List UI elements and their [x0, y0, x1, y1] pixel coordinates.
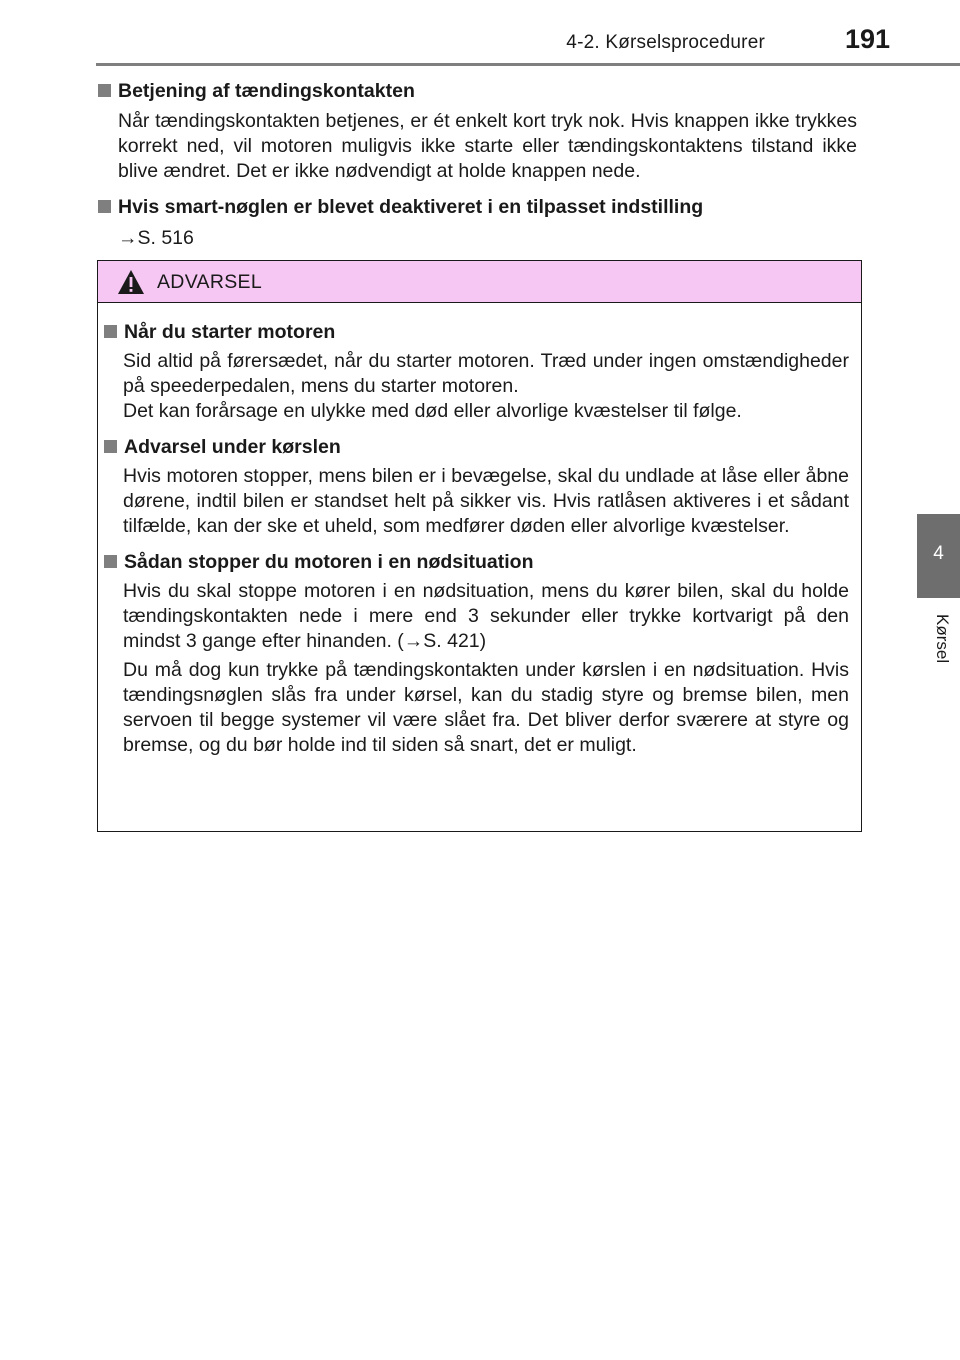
warning-item-text: Det kan forårsage en ulykke med død eller alvorlige kvæstelser til følge.	[123, 400, 742, 422]
square-bullet-icon	[98, 200, 111, 213]
warning-item-text: Sid altid på førersædet, når du starter motoren. Træd under ingen omstændigheder på speederpedalen, mens du starter motoren.	[123, 350, 849, 397]
main-content	[97, 78, 857, 261]
warning-header	[98, 261, 861, 303]
warning-item-starting-engine	[103, 319, 849, 424]
warning-item-text: Du må dog kun trykke på tændingskontakten under kørslen i en nødsituation. Hvis tændingsnøglen slås fra under kørsel, kan du stadig styre og bremse bilen, men servoen til begge systemer vil være slået fra. Det bliver derfor sværere at styre og bremse, og du bør holde ind til siden så snart, det er muligt.	[123, 659, 849, 756]
warning-item-heading	[103, 434, 849, 460]
warning-title: ADVARSEL	[157, 271, 262, 293]
square-bullet-icon	[98, 84, 111, 97]
warning-item-heading	[103, 549, 849, 575]
section-ignition-operation	[97, 78, 857, 184]
square-bullet-icon	[104, 440, 117, 453]
warning-item-emergency-stop	[103, 549, 849, 758]
warning-triangle-icon	[117, 269, 145, 295]
section-heading-text: Hvis smart-nøglen er blevet deaktiveret i en tilpasset indstilling	[118, 196, 704, 218]
section-title: 4-2. Kørselsprocedurer	[566, 32, 765, 53]
warning-item-text: Hvis du skal stoppe motoren i en nødsituation, mens du kører bilen, skal du holde tændingskontakten nede i mere end 3 sekunder eller trykke kortvarigt på den mindst 3 gange efter hinanden. (→S. 421)	[123, 580, 849, 652]
section-body: Når tændingskontakten betjenes, er ét enkelt kort tryk nok. Hvis knappen ikke trykkes korrekt ned, vil motoren muligvis ikke starte eller tændingskontaktens tilstand ikke blive ændret. Det er ikke nødvendigt at holde knappen nede.	[118, 110, 857, 182]
page-number: 191	[844, 24, 890, 54]
chapter-label: Kørsel	[933, 614, 952, 664]
section-heading	[97, 78, 857, 104]
warning-item-while-driving	[103, 434, 849, 539]
warning-item-heading-text: Når du starter motoren	[124, 321, 336, 343]
section-heading-text: Betjening af tændingskontakten	[118, 80, 415, 102]
section-smart-key-disabled	[97, 194, 857, 251]
warning-body	[98, 303, 861, 758]
warning-item-text: Hvis motoren stopper, mens bilen er i bevægelse, skal du undlade at låse eller åbne dørene, indtil bilen er standset helt på sikker vis. Hvis ratlåsen aktiveres i et sådant tilfælde, kan der ske et uheld, som medfører døden eller alvorlige kvæstelser.	[123, 465, 849, 537]
section-heading	[97, 194, 857, 220]
warning-box	[97, 260, 862, 832]
chapter-tab: 4	[917, 514, 960, 598]
warning-item-heading-text: Advarsel under kørslen	[124, 436, 341, 458]
header-divider	[96, 63, 960, 66]
page-header	[0, 0, 960, 70]
page-reference-link[interactable]: →S. 516	[118, 227, 194, 249]
square-bullet-icon	[104, 325, 117, 338]
warning-item-heading-text: Sådan stopper du motoren i en nødsituation	[124, 551, 534, 573]
square-bullet-icon	[104, 555, 117, 568]
warning-item-heading	[103, 319, 849, 345]
